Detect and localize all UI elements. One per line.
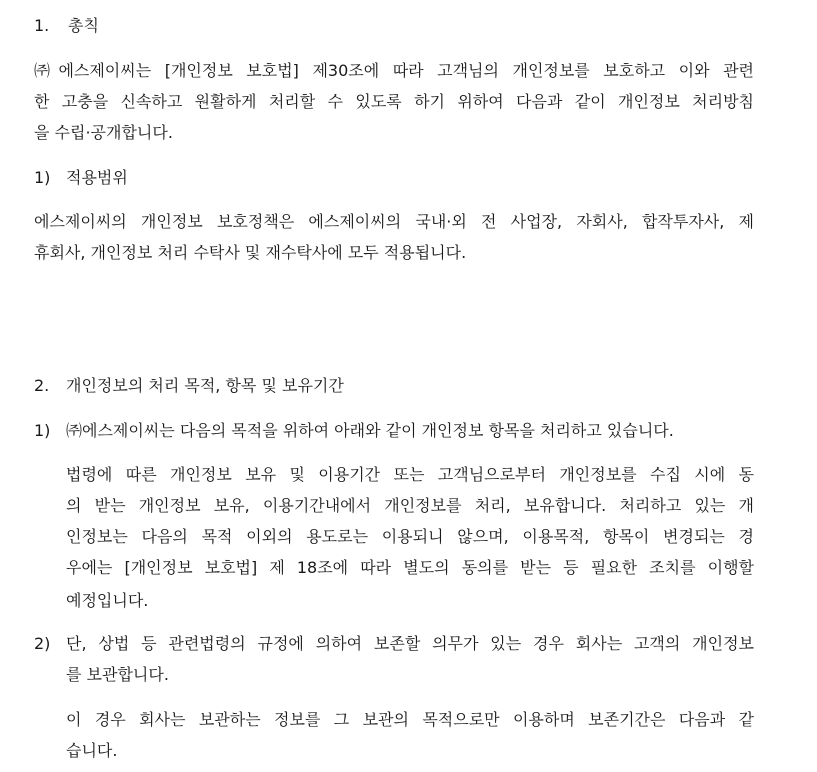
section-2-item-2-title-line-1: 단, 상법 등 관련법령의 규정에 의하여 보존할 의무가 있는 경우 회사는 고객의 개인정보 xyxy=(66,634,754,653)
section-1-number: 1. xyxy=(34,16,50,35)
section-2-item-1-body-line-2: 의 받는 개인정보 보유, 이용기간내에서 개인정보를 처리, 보유합니다. 처리하고 있는 개 xyxy=(66,496,754,515)
section-2-item-1-body-line-5: 예정입니다. xyxy=(66,591,149,610)
section-1-intro-line-1: ㈜에스제이씨는 [개인정보 보호법] 제30조에 따라 고객님의 개인정보를 보호하고 이와 관련 xyxy=(34,61,754,80)
section-1-intro-line-3: 을 수립·공개합니다. xyxy=(34,123,173,142)
section-2-number: 2. xyxy=(34,376,50,395)
section-2-item-1-title: ㈜에스제이씨는 다음의 목적을 위하여 아래와 같이 개인정보 항목을 처리하고 있습니다. xyxy=(66,421,674,440)
section-2-item-1-body-line-1: 법령에 따른 개인정보 보유 및 이용기간 또는 고객님으로부터 개인정보를 수집 시에 동 xyxy=(66,465,754,484)
section-2-item-2-body-line-2: 습니다. xyxy=(66,741,118,760)
section-2-item-2-body-line-1: 이 경우 회사는 보관하는 정보를 그 보관의 목적으로만 이용하며 보존기간은 다음과 같 xyxy=(66,710,754,729)
section-1-item-1-body-line-1: 에스제이씨의 개인정보 보호정책은 에스제이씨의 국내·외 전 사업장, 자회사, 합작투자사, 제 xyxy=(34,212,754,231)
section-1-heading: 총칙 xyxy=(68,16,99,35)
section-1-intro-line-2: 한 고충을 신속하고 원활하게 처리할 수 있도록 하기 위하여 다음과 같이 개인정보 처리방침 xyxy=(34,92,754,111)
section-2-item-2-number: 2) xyxy=(34,634,51,653)
section-1-item-1-body-line-2: 휴회사, 개인정보 처리 수탁사 및 재수탁사에 모두 적용됩니다. xyxy=(34,243,467,262)
section-2-item-1-number: 1) xyxy=(34,421,51,440)
section-2-item-1-body-line-3: 인정보는 다음의 목적 이외의 용도로는 이용되니 않으며, 이용목적, 항목이 변경되는 경 xyxy=(66,527,754,546)
section-2-item-1-body-line-4: 우에는 [개인정보 보호법] 제 18조에 따라 별도의 동의를 받는 등 필요한 조치를 이행할 xyxy=(66,558,754,577)
section-1-item-1-title: 적용범위 xyxy=(66,168,128,187)
section-1-item-1-number: 1) xyxy=(34,168,51,187)
section-2-item-2-title-line-2: 를 보관합니다. xyxy=(66,665,169,684)
section-2-heading: 개인정보의 처리 목적, 항목 및 보유기간 xyxy=(66,376,344,395)
